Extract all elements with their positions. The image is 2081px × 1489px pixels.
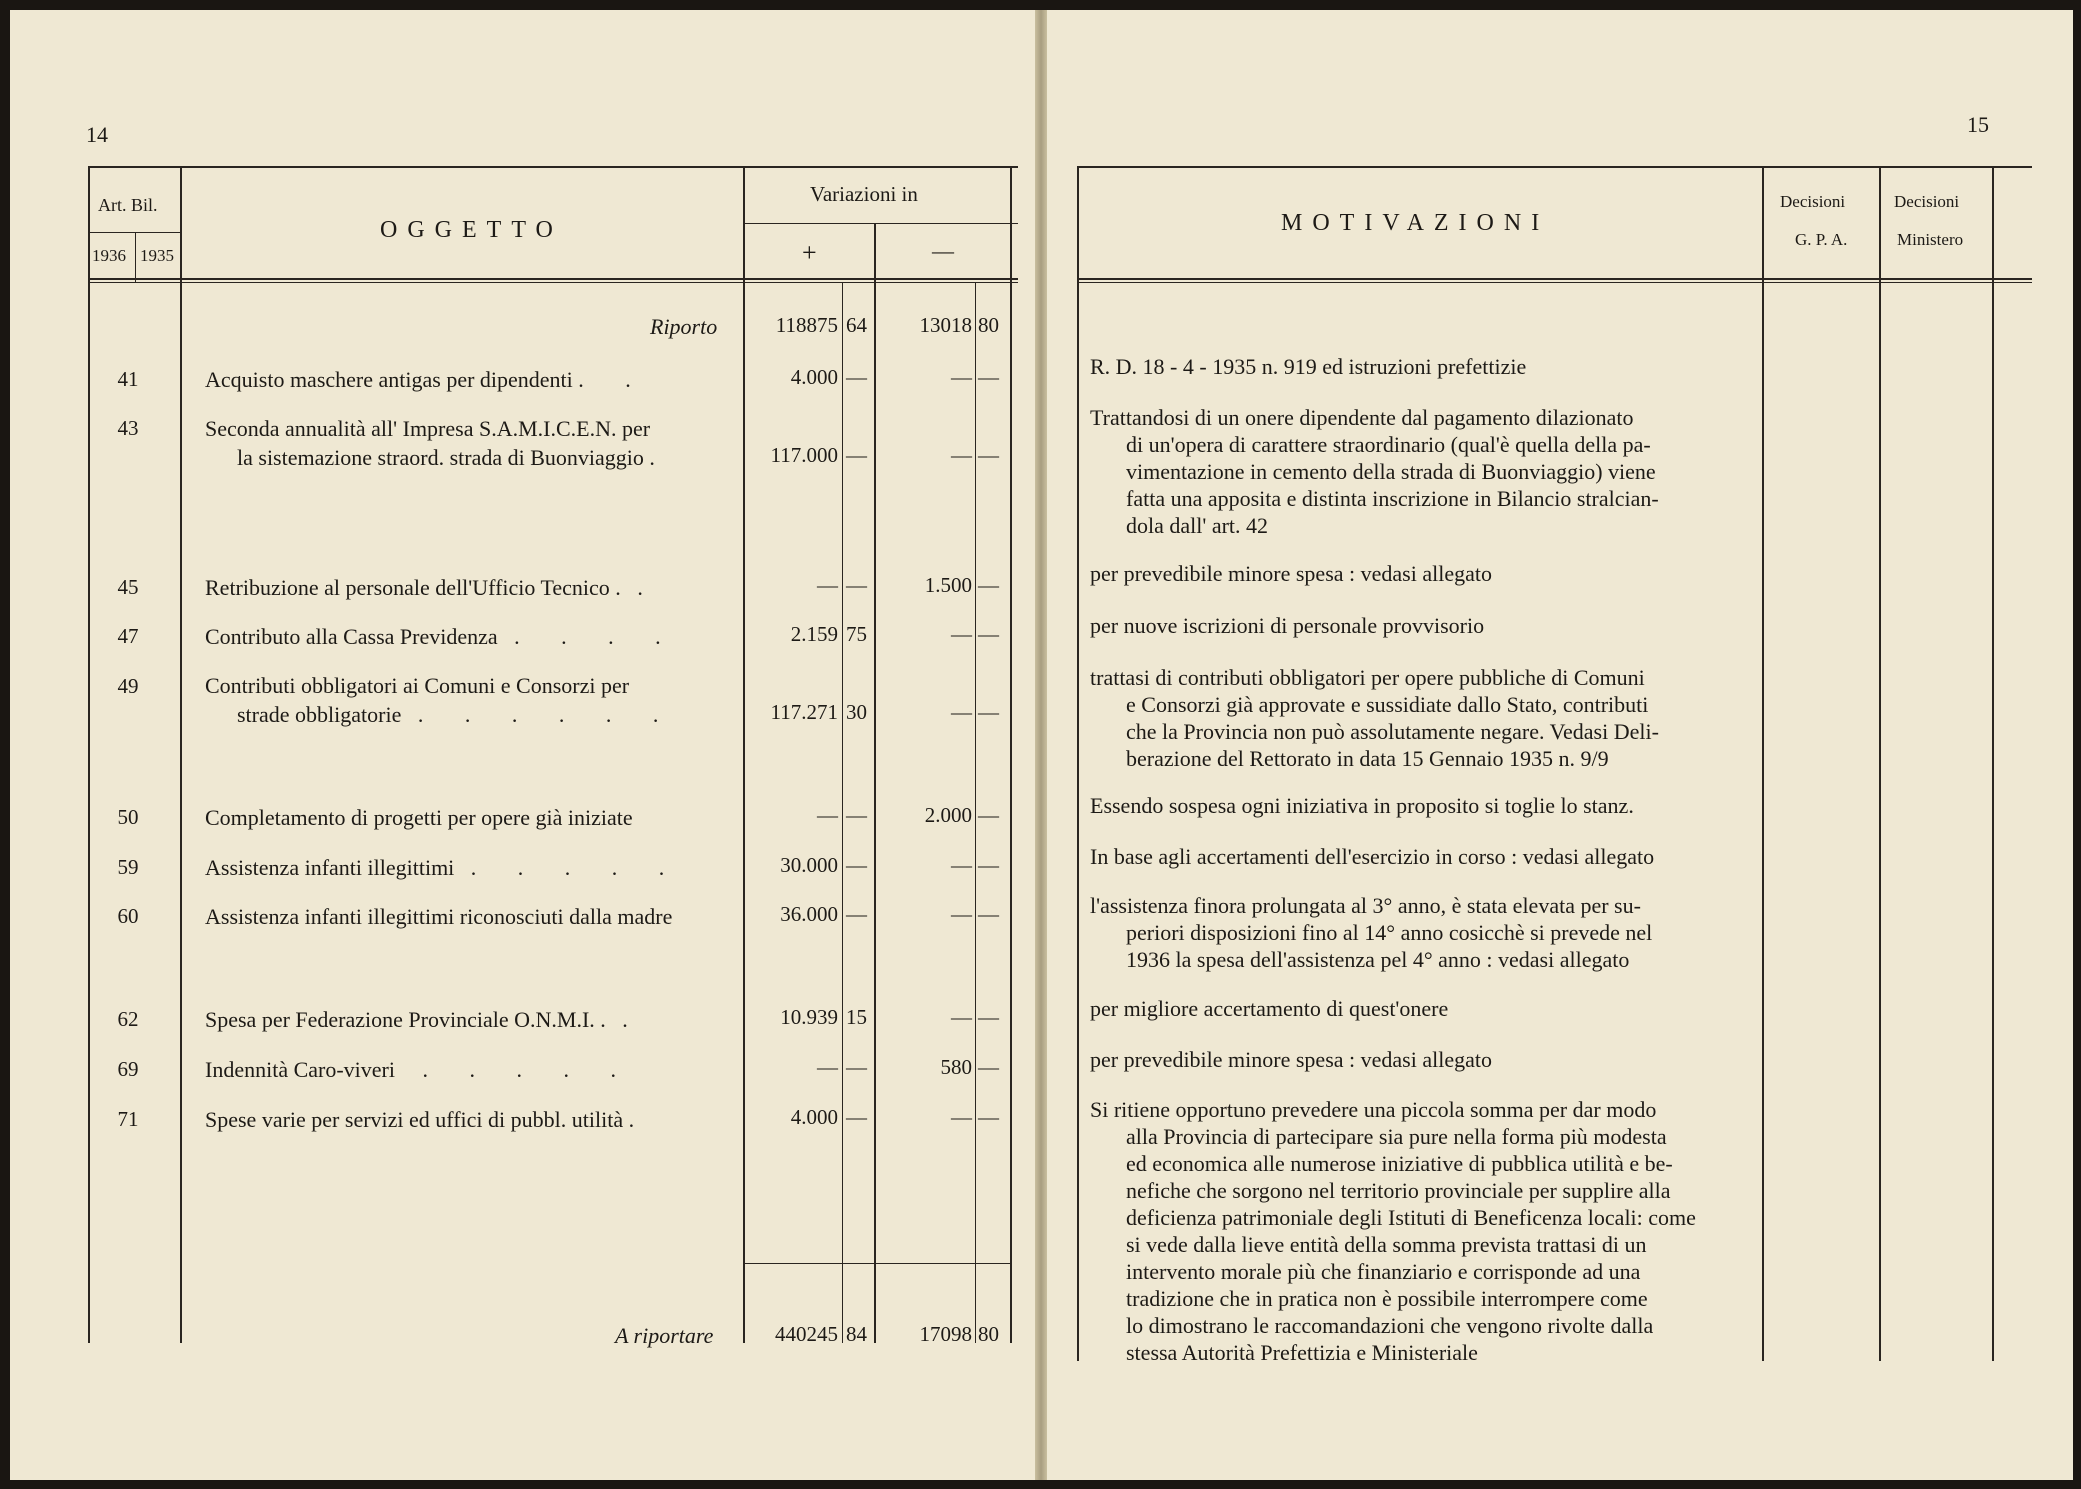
a-riportare-minus-int: 17098 bbox=[919, 1322, 972, 1346]
row-plus-dec: 75 bbox=[846, 622, 867, 646]
book-spine bbox=[1035, 10, 1047, 1480]
row-minus-int: — bbox=[951, 365, 972, 389]
row-minus-dec: — bbox=[978, 1005, 999, 1029]
page-number-left: 14 bbox=[86, 122, 108, 147]
row-plus-dec: — bbox=[846, 443, 867, 467]
motivazione-item: Si ritiene opportuno prevedere una piccola somma per dar modo alla Provincia di partecipare sia pure nella forma più modesta ed economica alle numerose iniziative di pubblica utilità e be- nefiche che sorgono nel territorio provinciale per supplire alla deficienza patrimoniale degli Istituti di Beneficenza locali: come si vede dalla lieve entità della somma prevista trattasi di un intervento morale più che finanziario e corrisponde ad una tradizione che in pratica non è possibile interrompere come lo dimostrano le raccomandazioni che vengono rivolte dalla stessa Autorità Prefettizia e Ministeriale bbox=[1090, 1097, 1696, 1365]
row-plus-dec: — bbox=[846, 1055, 867, 1079]
row-plus-int: 10.939 bbox=[780, 1005, 838, 1029]
row-minus-dec: — bbox=[978, 365, 999, 389]
header-bottom-rule-thin bbox=[88, 282, 1018, 283]
row-minus-dec: — bbox=[978, 902, 999, 926]
a-riportare-plus-int: 440245 bbox=[775, 1322, 838, 1346]
header-plus: + bbox=[802, 238, 817, 267]
row-plus-dec: — bbox=[846, 1105, 867, 1129]
motivazione-item: R. D. 18 - 4 - 1935 n. 919 ed istruzioni prefettizie bbox=[1090, 354, 1527, 379]
row-plus-dec: 30 bbox=[846, 700, 867, 724]
motivazione-item: trattasi di contributi obbligatori per opere pubbliche di Comuni e Consorzi già approvate e sussidiate dallo Stato, contributi che la Provincia non può assolutamente negare. Vedasi Deli- berazione del Rettorato in data 15 Gennaio 1935 n. 9/9 bbox=[1090, 665, 1659, 771]
row-minus-int: 2.000 bbox=[924, 803, 972, 827]
riporto-label: Riporto bbox=[650, 314, 718, 339]
row-plus-int: 36.000 bbox=[780, 902, 838, 926]
motivazione-item: l'assistenza finora prolungata al 3° anno, è stata elevata per su- periori disposizioni fino al 14° anno cosicchè si prevede nel 1936 la spesa dell'assistenza pel 4° anno : vedasi allegato bbox=[1090, 893, 1653, 972]
motivazione-item: per prevedibile minore spesa : vedasi allegato bbox=[1090, 1047, 1492, 1072]
row-art: 45 bbox=[117, 575, 139, 599]
motivazione-item: per migliore accertamento di quest'onere bbox=[1090, 996, 1449, 1021]
header-bottom-rule-right bbox=[1077, 278, 2032, 280]
table-top-rule-right bbox=[1077, 166, 2032, 168]
motivazione-item: Essendo sospesa ogni iniziativa in proposito si toglie lo stanz. bbox=[1090, 793, 1634, 818]
row-minus-int: — bbox=[951, 1005, 972, 1029]
row-oggetto: Acquisto maschere antigas per dipendenti . . bbox=[205, 367, 649, 392]
col-line-min-left bbox=[1879, 166, 1881, 1361]
row-plus-dec: — bbox=[846, 573, 867, 597]
row-art: 47 bbox=[117, 624, 139, 648]
header-ministero: Ministero bbox=[1897, 230, 1964, 249]
row-plus-dec: — bbox=[846, 803, 867, 827]
motivazione-item: Trattandosi di un onere dipendente dal pagamento dilazionato di un'opera di carattere straordinario (qual'è quella della pa- vimentazione in cemento della strada di Buonviaggio) viene fatta una apposita e distinta inscrizione in Bilancio stralcian- dola dall' art. 42 bbox=[1090, 405, 1659, 538]
row-minus-dec: — bbox=[978, 622, 999, 646]
row-art: 41 bbox=[117, 367, 139, 391]
row-oggetto: Assistenza infanti illegittimi . . . . . bbox=[205, 855, 683, 880]
row-plus-int: — bbox=[817, 803, 838, 827]
motivazione-item: In base agli accertamenti dell'esercizio in corso : vedasi allegato bbox=[1090, 844, 1655, 869]
row-oggetto: Assistenza infanti illegittimi riconosciuti dalla madre bbox=[205, 904, 673, 929]
row-art: 71 bbox=[117, 1107, 139, 1131]
header-decisioni-gpa: Decisioni bbox=[1780, 192, 1846, 211]
left-page bbox=[10, 10, 1036, 1480]
a-riportare-minus-dec: 80 bbox=[978, 1322, 999, 1346]
row-plus-dec: — bbox=[846, 853, 867, 877]
row-minus-int: — bbox=[951, 443, 972, 467]
header-minus: — bbox=[932, 238, 954, 263]
row-minus-dec: — bbox=[978, 1055, 999, 1079]
table-top-rule bbox=[88, 166, 1018, 168]
header-oggetto: OGGETTO bbox=[380, 217, 563, 243]
row-minus-int: — bbox=[951, 902, 972, 926]
row-plus-int: 117.271 bbox=[770, 700, 838, 724]
col-line-minus-dec bbox=[975, 282, 976, 1343]
row-plus-dec: — bbox=[846, 365, 867, 389]
row-art: 62 bbox=[117, 1007, 139, 1031]
row-oggetto: Contributi obbligatori ai Comuni e Consorzi per strade obbligatorie . . . . . . bbox=[205, 673, 677, 727]
col-line-minus-left bbox=[874, 223, 876, 1343]
header-bottom-rule bbox=[88, 278, 1018, 280]
row-plus-int: 2.159 bbox=[790, 622, 838, 646]
row-minus-int: — bbox=[951, 700, 972, 724]
page-number-right: 15 bbox=[1967, 112, 1989, 137]
row-minus-dec: — bbox=[978, 1105, 999, 1129]
row-minus-dec: — bbox=[978, 443, 999, 467]
riporto-plus-dec: 64 bbox=[846, 313, 867, 337]
row-plus-int: — bbox=[817, 1055, 838, 1079]
row-minus-int: — bbox=[951, 1105, 972, 1129]
col-line-art-left bbox=[88, 166, 90, 1343]
row-oggetto: Retribuzione al personale dell'Ufficio Tecnico . . bbox=[205, 575, 643, 600]
row-minus-int: — bbox=[951, 622, 972, 646]
row-minus-int: 1.500 bbox=[924, 573, 972, 597]
col-line-right-edge bbox=[1992, 166, 1994, 1361]
row-oggetto: Spesa per Federazione Provinciale O.N.M.I. . . bbox=[205, 1007, 628, 1032]
right-page bbox=[1047, 10, 2073, 1480]
header-art-bil: Art. Bil. bbox=[98, 195, 158, 215]
header-decisioni-ministero: Decisioni bbox=[1894, 192, 1960, 211]
motivazione-item: per nuove iscrizioni di personale provvisorio bbox=[1090, 613, 1485, 638]
row-minus-int: 580 bbox=[940, 1055, 972, 1079]
motivazione-item: per prevedibile minore spesa : vedasi allegato bbox=[1090, 561, 1492, 586]
row-art: 49 bbox=[117, 674, 139, 698]
a-riportare-plus-dec: 84 bbox=[846, 1322, 867, 1346]
row-art: 50 bbox=[117, 805, 139, 829]
col-line-plus-dec bbox=[842, 282, 843, 1343]
row-art: 43 bbox=[117, 416, 139, 440]
row-oggetto: Spese varie per servizi ed uffici di pubbl. utilità . bbox=[205, 1107, 635, 1132]
col-line-art-right bbox=[180, 166, 182, 1343]
row-oggetto: Completamento di progetti per opere già iniziate bbox=[205, 805, 633, 830]
col-line-right bbox=[1010, 166, 1012, 1343]
row-oggetto: Seconda annualità all' Impresa S.A.M.I.C.E.N. per la sistemazione straord. strada di Buonviaggio . bbox=[205, 416, 655, 470]
variazioni-divider bbox=[743, 223, 1018, 224]
row-minus-dec: — bbox=[978, 853, 999, 877]
col-line-plus-left bbox=[743, 166, 745, 1343]
row-minus-dec: — bbox=[978, 700, 999, 724]
total-rule bbox=[743, 1263, 1010, 1264]
header-motivazioni: MOTIVAZIONI bbox=[1281, 210, 1550, 236]
row-art: 69 bbox=[117, 1057, 139, 1081]
col-line-motiv-left bbox=[1077, 166, 1079, 1361]
row-minus-dec: — bbox=[978, 803, 999, 827]
col-line-gpa-left bbox=[1762, 166, 1764, 1361]
header-year-1935: 1935 bbox=[140, 246, 174, 265]
row-plus-int: 4.000 bbox=[790, 365, 838, 389]
row-minus-int: — bbox=[951, 853, 972, 877]
row-plus-int: — bbox=[817, 573, 838, 597]
riporto-minus-dec: 80 bbox=[978, 313, 999, 337]
row-plus-int: 30.000 bbox=[780, 853, 838, 877]
header-variazioni: Variazioni in bbox=[810, 182, 918, 206]
row-plus-int: 4.000 bbox=[790, 1105, 838, 1129]
header-year-1936: 1936 bbox=[92, 246, 126, 265]
row-plus-dec: — bbox=[846, 902, 867, 926]
row-plus-int: 117.000 bbox=[770, 443, 838, 467]
riporto-plus-int: 118875 bbox=[775, 313, 838, 337]
row-art: 59 bbox=[117, 855, 139, 879]
a-riportare-label: A riportare bbox=[615, 1323, 714, 1348]
row-minus-dec: — bbox=[978, 573, 999, 597]
riporto-minus-int: 13018 bbox=[919, 313, 972, 337]
header-bottom-rule-thin-right bbox=[1077, 282, 2032, 283]
row-oggetto: Indennità Caro-viveri . . . . . bbox=[205, 1057, 634, 1082]
row-art: 60 bbox=[117, 904, 139, 928]
col-line-years bbox=[135, 232, 136, 282]
row-oggetto: Contributo alla Cassa Previdenza . . . . bbox=[205, 624, 679, 649]
row-plus-dec: 15 bbox=[846, 1005, 867, 1029]
header-gpa: G. P. A. bbox=[1795, 230, 1848, 249]
